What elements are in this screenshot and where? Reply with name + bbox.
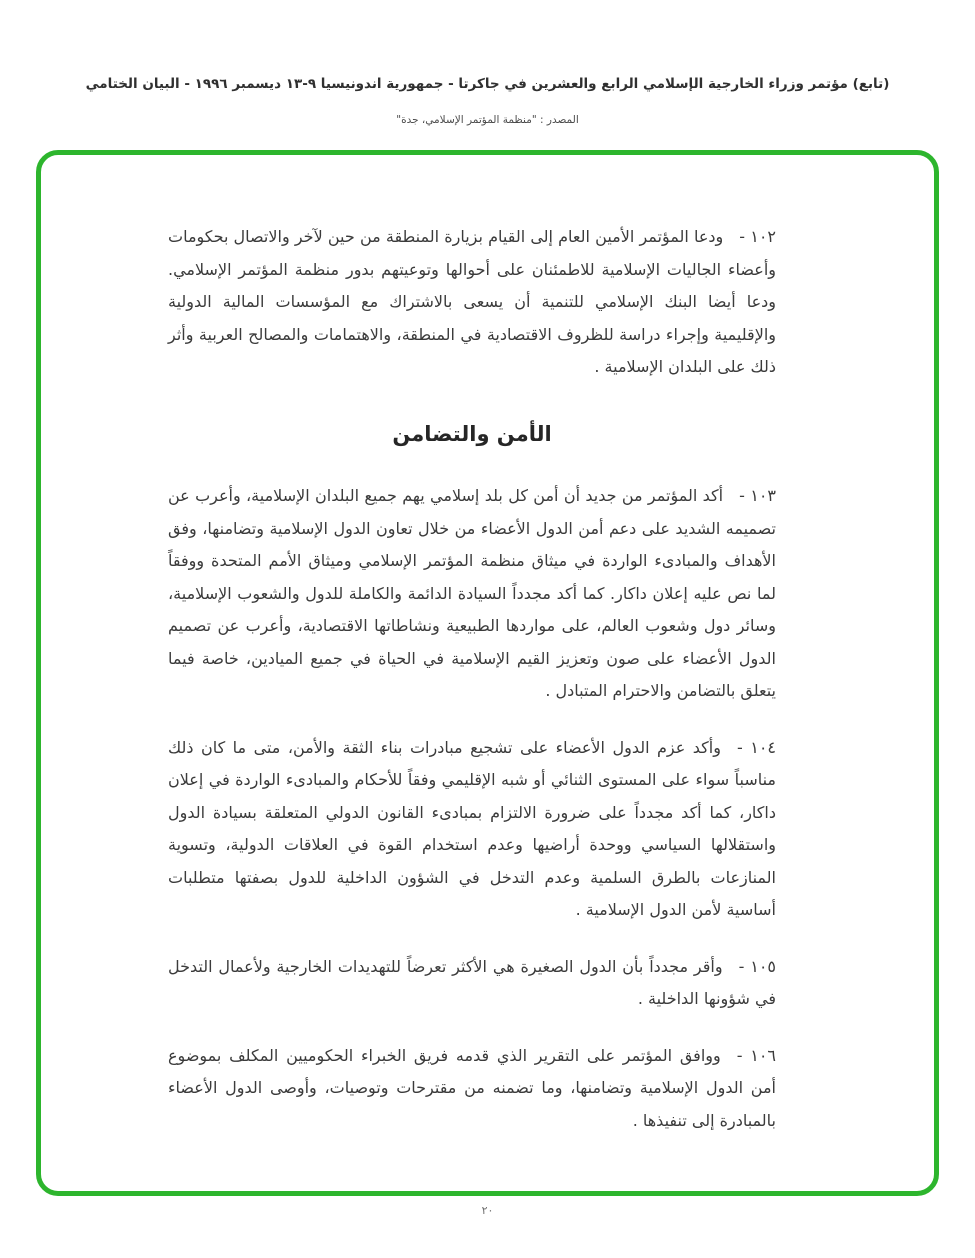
paragraph-102 <box>168 221 776 384</box>
paragraph-text: وأقر مجدداً بأن الدول الصغيرة هي الأكثر تعرضاً للتهديدات الخارجية ولأعمال التدخل في شؤونها الداخلية . <box>168 956 776 1008</box>
paragraph-text: ودعا المؤتمر الأمين العام إلى القيام بزيارة المنطقة من حين لآخر والاتصال بحكومات وأعضاء الجاليات الإسلامية للاطمئنان على أحوالها وتوعيتهم بدور منظمة المؤتمر الإسلامي. ودعا أيضا البنك الإسلامي للتنمية أن يسعى بالاشتراك مع المؤسسات المالية الدولية والإقليمية وإجراء دراسة للظروف الاقتصادية في المنطقة، والاهتمامات والمصالح العربية وأثر ذلك على البلدان الإسلامية . <box>168 227 776 376</box>
paragraph-number: ١٠٦ - <box>736 1045 777 1065</box>
paragraph-104 <box>168 732 776 927</box>
paragraph-105 <box>168 951 776 1016</box>
page-number-mark: ٢٠ <box>481 1204 494 1217</box>
paragraph-number: ١٠٢ - <box>739 227 777 246</box>
paragraph-text: ووافق المؤتمر على التقرير الذي قدمه فريق الخبراء الحكوميين المكلف بموضوع أمن الدول الإسلامية وتضامنها، وما تضمنه من مقترحات وتوصيات، وأوصى الدول الأعضاء بالمبادرة إلى تنفيذها . <box>168 1045 776 1130</box>
section-heading: الأمن والتضامن <box>392 421 552 446</box>
paragraph-number: ١٠٥ - <box>738 956 776 976</box>
paragraph-number: ١٠٣ - <box>739 486 777 505</box>
paragraph-text: أكد المؤتمر من جديد أن أمن كل بلد إسلامي يهم جميع البلدان الإسلامية، وأعرب عن تصميمه الشديد على دعم أمن الدول الأعضاء من خلال تعاون الدول الإسلامية وتضامنها، وفق الأهداف والمبادىء الواردة في ميثاق منظمة المؤتمر الإسلامي وميثاق الأمم المتحدة ووفقاً لما نص عليه إعلان داكار. كما أكد مجدداً السيادة الدائمة والكاملة للدول والشعوب الإسلامية، وسائر دول وشعوب العالم، على مواردها الطبيعية ونشاطاتها الاقتصادية، وأعرب عن تصميم الدول الأعضاء على صون وتعزيز القيم الإسلامية في الحياة في جميع الميادين، خاصة فيما يتعلق بالتضامن والاحترام المتبادل . <box>168 486 776 700</box>
paragraph-103 <box>168 480 776 708</box>
paragraph-text: وأكد عزم الدول الأعضاء على تشجيع مبادرات بناء الثقة والأمن، متى ما كان ذلك مناسباً سواء على المستوى الثنائي أو شبه الإقليمي وفقاً للأحكام والمبادىء الواردة في إعلان داكار، كما أكد مجدداً على ضرورة الالتزام بمبادىء القانون الدولي المتعلقة بسيادة الدول واستقلالها السياسي ووحدة أراضيها وعدم استخدام القوة في العلاقات الدولية، وتسوية المنازعات بالطرق السلمية وعدم التدخل في الشؤون الداخلية للدول بصفتها متطلبات أساسية لأمن الدول الإسلامية . <box>168 737 776 919</box>
paragraph-number: ١٠٤ - <box>736 737 777 757</box>
paragraph-106 <box>168 1040 776 1138</box>
page-border-frame <box>36 150 939 1196</box>
document-header <box>0 76 975 126</box>
header-title: (تابع) مؤتمر وزراء الخارجية الإسلامي الرابع والعشرين في جاكرتا - جمهورية اندونيسيا ٩-١٣ ديسمبر ١٩٩٦ - البيان الختامي <box>85 76 890 92</box>
document-body <box>168 221 776 1161</box>
header-source: المصدر : "منظمة المؤتمر الإسلامي، جدة" <box>396 114 579 126</box>
